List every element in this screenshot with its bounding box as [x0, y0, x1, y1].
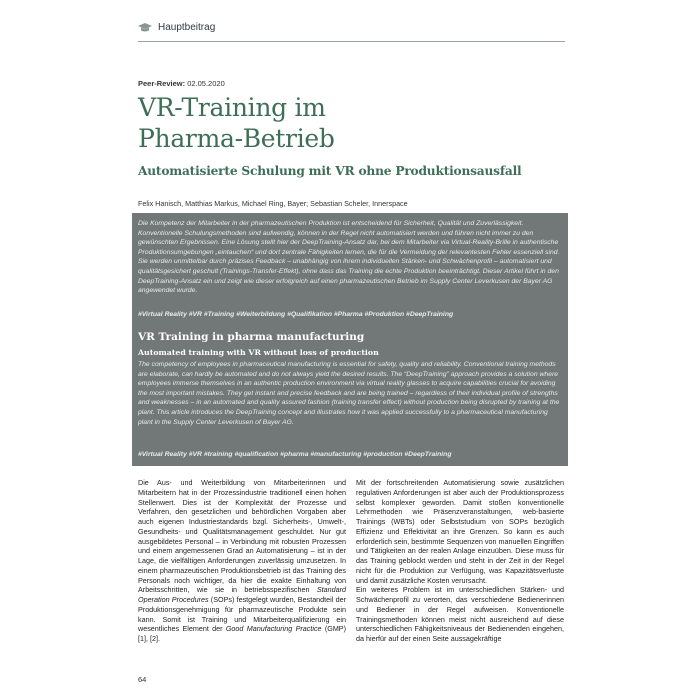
- section-label: Hauptbeitrag: [158, 22, 216, 33]
- text-run: (SOPs) festgelegt wurden, Bestandteil der Produktionsgenehmigung für pharmazeutische Produkte sein kann. Somit ist Training und Mitarbeiterqualifizierung ein wesentliches Element der: [138, 595, 346, 634]
- german-abstract: Die Kompetenz der Mitarbeiter in der pharmazeutischen Produktion ist entscheidend für Sicherheit, Qualität und Zuverlässigkeit. Konventionelle Schulungsmethoden sind aufwendig, können in der Regel nicht automatisiert werden und führen nicht immer zu den gewünschten Ergebnissen. Eine Lösung stellt hier der DeepTraining-Ansatz dar, bei dem Mitarbeiter via Virtual-Reality-Brille in authentische Produktionsumgebungen „eintauchen“ und dort zentrale Fähigkeiten lernen, die für die Vermeidung der relevantesten Fehler essenziell sind. Sie werden unmittelbar durch präzises Feedback – unabhängig von ihrem individuellen Stärken- und Schwächenprofil – automatisiert und qualitätsgesichert geschult (Trainings-Transfer-Effekt), ohne dass das Training die echte Produktion beeinträchtigt. Dieser Artikel führt in den DeepTraining-Ansatz ein und zeigt wie dieser erfolgreich auf einen pharmazeutischen Betrieb im Supply Center Leverkusen der Bayer AG angewendet wurde.: [138, 220, 560, 295]
- body-paragraph: [138, 478, 346, 644]
- text-run: Die Aus- und Weiterbildung von Mitarbeiterinnen und Mitarbeitern hat in der Prozessindustrie traditionell einen hohen Stellenwert. Dies ist der Komplexität der Prozesse und Verfahren, den gesetzlichen und behördlichen Vorgaben aber auch eigenen Industriestandards bzgl. Sicherheits-, Umwelt-, Gesundheits- und Qualitätsmanagement geschuldet. Nur gut ausgebildetes Personal – in Verbindung mit robusten Prozessen und einem angemessenen Grad an Automatisierung – ist in der Lage, die vielfältigen Anforderungen zuverlässig umzusetzen. In einem pharmazeutischen Produktionsbetrieb ist das Training des Personals noch wichtiger, da hier die exakte Einhaltung von Arbeitsschritten, wie sie in betriebsspezifischen: [138, 478, 346, 595]
- article-title: [138, 92, 565, 154]
- text-run: (GMP) [1], [2].: [138, 624, 346, 643]
- english-hashtags: #Virtual Reality #VR #training #qualification #pharma #manufacturing #production #DeepTraining: [138, 451, 452, 458]
- graduation-cap-icon: [138, 23, 152, 33]
- english-abstract: The competency of employees in pharmaceutical manufacturing is essential for safety, quality and reliability. Conventional training methods are elaborate, can hardly be automated and do not always yield the desired results. The “DeepTraining” approach provides a solution where employees immerse themselves in an authentic production environment via virtual reality glasses to acquire capabilities crucial for avoiding the most important mistakes. They get instant and precise feedback and are being trained – regardless of their individual profile of strengths and weaknesses – in an automated and quality assured fashion (training transfer effect) without production being disrupted by training at the plant. This article introduces the DeepTraining concept and illustrates how it was applied successfully to a pharmaceutical manufacturing plant in the Supply Center Leverkusen of Bayer AG.: [138, 361, 560, 426]
- title-line-2: Pharma-Betrieb: [138, 124, 335, 153]
- english-title: VR Training in pharma manufacturing: [138, 331, 365, 343]
- peer-review-label: Peer-Review:: [138, 79, 186, 88]
- section-header: [138, 22, 215, 33]
- german-hashtags: #Virtual Reality #VR #Training #Weiterbildung #Qualifikation #Pharma #Produktion #DeepTraining: [138, 311, 454, 318]
- english-subtitle: Automated training with VR without loss of production: [138, 348, 379, 357]
- peer-review-line: [138, 79, 225, 88]
- peer-review-date: 02.05.2020: [187, 79, 225, 88]
- body-paragraph: Mit der fortschreitenden Automatisierung sowie zusätzlichen regulativen Anforderungen ist aber auch der Produktionsprozess selbst komplexer geworden. Damit stoßen konventionelle Lehrmethoden wie Präsenzveranstaltungen, web-basierte Trainings (WBTs) oder Selbststudium von SOPs bezüglich Effizienz und Effektivität an ihre Grenzen. So kann es auch erforderlich sein, bestimmte Sequenzen von manuellen Eingriffen und Tätigkeiten an der realen Anlage einzuüben. Diese muss für das Training geblockt werden und steht in der Zeit in der Regel nicht für die Produktion zur Verfügung, was Kapazitätsverluste und damit zusätzliche Kosten verursacht.: [356, 478, 564, 585]
- text-run-italic: Standard Operation Procedures: [138, 585, 346, 604]
- article-subtitle: Automatisierte Schulung mit VR ohne Produktionsausfall: [138, 164, 522, 178]
- page-number: 64: [138, 675, 147, 684]
- title-line-1: VR-Training im: [138, 93, 326, 122]
- header-divider: [138, 41, 565, 42]
- body-column-left: [138, 478, 346, 644]
- author-list: Felix Hanisch, Matthias Markus, Michael Ring, Bayer; Sebastian Scheler, Innerspace: [138, 199, 408, 208]
- body-paragraph: Ein weiteres Problem ist im unterschiedlichen Stärken- und Schwächenprofil zu verorten, das verschiedene Bedienerinnen und Bediener in der Regel aufweisen. Konventionelle Trainingsmethoden können meist nicht ausreichend auf diese unterschiedlichen Fähigkeitsniveaus der Bedienenden eingehen, da hierfür auf der einen Seite aussagekräftige: [356, 585, 564, 643]
- body-column-right: [356, 478, 564, 644]
- text-run-italic: Good Manufacturing Practice: [225, 624, 322, 634]
